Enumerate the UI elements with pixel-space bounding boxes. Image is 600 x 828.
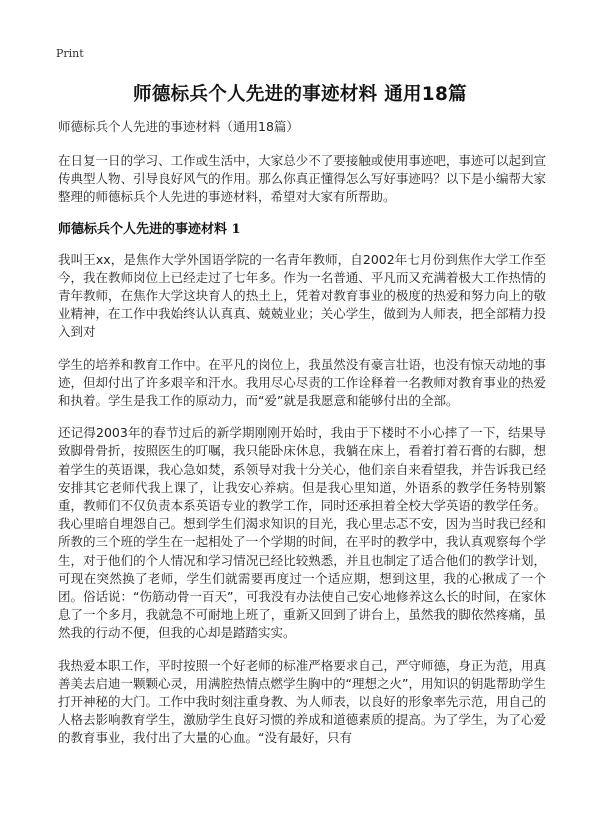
section-heading: 师德标兵个人先进的事迹材料 1: [58, 221, 241, 237]
body-paragraph-4: 我热爱本职工作，平时按照一个好老师的标准严格要求自己，严守师德，身正为范，用真善美去启迪一颗颗心灵，用满腔热情点燃学生胸中的“理想之火”，用知识的钥匙帮助学生打开神秘的大门。工作中我时刻注重身教、为人师表，以良好的形象率先示范，用自己的人格去影响教育学生，激励学生良好习惯的养成和道德素质的提高。为了学生，为了心爱的教育事业，我付出了大量的心血。“没有最好，只有: [58, 657, 546, 746]
document-title: 师德标兵个人先进的事迹材料 通用18篇: [133, 84, 467, 105]
document-subtitle: 师德标兵个人先进的事迹材料（通用18篇）: [58, 119, 299, 134]
print-label: Print: [56, 47, 84, 60]
document-body: [58, 118, 546, 762]
body-paragraph-3: 还记得2003年的春节过后的新学期刚刚开始时，我由于下楼时不小心摔了一下，结果导致脚骨骨折，按照医生的叮嘱，我只能卧床休息，我躺在床上，看着打着石膏的右脚，想着学生的英语课，我心急如焚，系领导对我十分关心，他们亲自来看望我，并告诉我已经安排其它老师代我上课了，让我安心养病。但是我心里知道，外语系的教学任务特别繁重，教师们不仅负责本系英语专业的教学工作，同时还承担着全校大学英语的教学任务。我心里暗自埋怨自己。想到学生们渴求知识的目光，我心里忐忑不安，因为当时我已经和所教的三个班的学生在一起相处了一个学期的时间，在平时的教学中，我认真观察每个学生，对于他们的个人情况和学习情况已经比较熟悉，并且也制定了适合他们的教学计划，可现在突然换了老师，学生们就需要再度过一个适应期，想到这里，我的心揪成了一个团。俗话说：“伤筋动骨一百天”，可我没有办法使自己安心地修养这么长的时间，在家休息了一个多月，我就急不可耐地上班了，重新又回到了讲台上，虽然我的脚依然疼痛，虽然我的行动不便，但我的心却是踏踏实实。: [58, 425, 546, 641]
intro-paragraph: 在日复一日的学习、工作或生活中，大家总少不了要接触或使用事迹吧，事迹可以起到宣传典型人物、引导良好风气的作用。那么你真正懂得怎么写好事迹吗？以下是小编帮大家整理的师德标兵个人先进的事迹材料，希望对大家有所帮助。: [58, 153, 546, 205]
body-paragraph-2: 学生的培养和教育工作中。在平凡的岗位上，我虽然没有豪言壮语，也没有惊天动地的事迹，但却付出了许多艰辛和汗水。我用尽心尽责的工作诠释着一名教师对教育事业的热爱和执着。学生是我工作的原动力，而“爱”就是我愿意和能够付出的全部。: [58, 356, 546, 409]
body-paragraph-1: 我叫王xx，是焦作大学外国语学院的一名青年教师，自2002年七月份到焦作大学工作至今，我在教师岗位上已经走过了七年多。作为一名普通、平凡而又充满着极大工作热情的青年教师，在焦作大学这块育人的热土上，凭着对教育事业的极度的热爱和努力向上的敬业精神，在工作中我始终认认真真、兢兢业业；关心学生，做到为人师表，把全部精力投入到对: [58, 251, 546, 340]
